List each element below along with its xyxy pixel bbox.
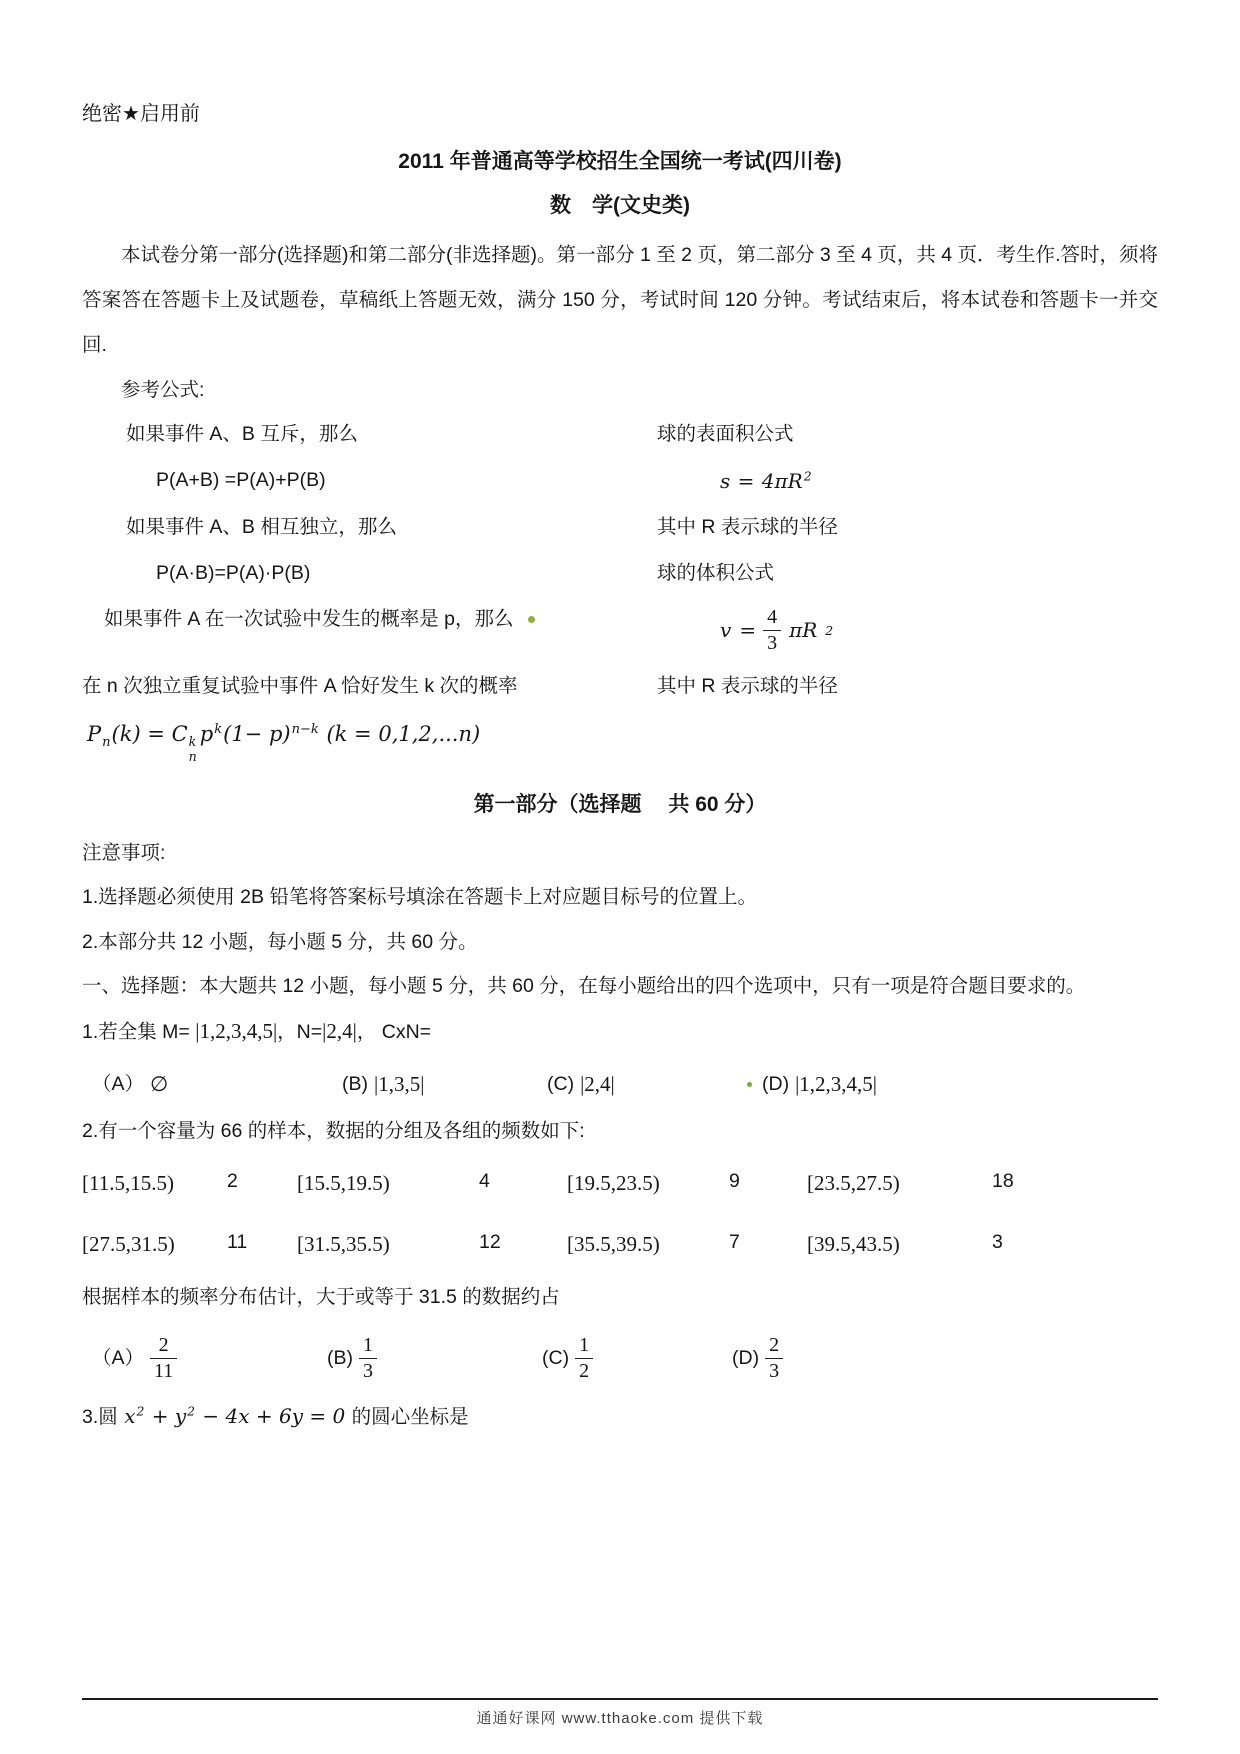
q2-option-a-label: （A）	[92, 1347, 145, 1370]
q2-option-c	[542, 1333, 732, 1384]
interval-cell: [11.5,15.5)	[82, 1171, 174, 1196]
surface-exponent: 2	[803, 468, 812, 484]
note-item-2: 2.本部分共 12 小题，每小题 5 分，共 60 分。	[82, 930, 478, 953]
q2-option-c-label: (C)	[542, 1347, 570, 1370]
volume-exponent: 2	[825, 622, 834, 638]
binomial-C-sub: n	[188, 748, 197, 764]
formula-surface-title: 球的表面积公式	[657, 423, 794, 446]
interval-cell: [23.5,27.5)	[807, 1171, 900, 1196]
fraction-denominator: 3	[765, 1358, 783, 1384]
volume-formula	[657, 597, 1158, 664]
formula-repeat-trial-condition: 在 n 次独立重复试验中事件 A 恰好发生 k 次的概率	[82, 674, 518, 697]
frequency-table-row-2	[82, 1214, 1158, 1275]
binomial-C-sup: k	[188, 734, 197, 750]
fraction-numerator: 2	[769, 1334, 780, 1357]
fraction-numerator: 1	[579, 1334, 590, 1357]
fraction-denominator: 3	[359, 1358, 377, 1384]
q1-option-d	[747, 1060, 1158, 1108]
volume-lhs: v	[720, 617, 732, 642]
binomial-P-sub: n	[102, 734, 111, 750]
binomial-P: P	[87, 721, 102, 746]
q2-option-a	[92, 1333, 327, 1384]
volume-fraction-denominator: 3	[763, 630, 781, 656]
frequency-cell: 7	[729, 1230, 740, 1253]
volume-body: πR	[789, 617, 818, 642]
formula-radius-note-2: 其中 R 表示球的半径	[657, 674, 838, 697]
q1-option-a-label: （A）	[92, 1073, 145, 1096]
q1-set-n: |2,4|	[322, 1019, 357, 1044]
footer-text: 通通好课网 www.tthaoke.com 提供下载	[476, 1710, 764, 1727]
formula-prob-sum: P(A+B) =P(A)+P(B)	[156, 469, 326, 492]
scan-artifact-dot	[747, 1082, 752, 1087]
interval-cell: [15.5,19.5)	[297, 1171, 390, 1196]
fraction-numerator: 1	[363, 1334, 373, 1357]
scan-artifact-dot	[528, 616, 535, 623]
formula-independent-condition: 如果事件 A、B 相互独立，那么	[126, 516, 397, 539]
binomial-domain: (k = 0,1,2,...n)	[326, 721, 481, 746]
frequency-cell: 4	[479, 1170, 490, 1193]
q1-stem-tail: ， CxN=	[356, 1021, 432, 1044]
classification-text: 绝密★启用前	[82, 103, 200, 125]
q2-option-d-fraction	[765, 1333, 783, 1384]
surface-eq: =	[737, 469, 755, 494]
frequency-cell: 2	[227, 1170, 238, 1193]
volume-eq: =	[739, 617, 757, 642]
interval-cell: [19.5,23.5)	[567, 1171, 660, 1196]
single-trial-text: 如果事件 A 在一次试验中发生的概率是 p，那么	[104, 607, 514, 630]
q2-option-d	[732, 1333, 1158, 1384]
q1-option-c-value: |2,4|	[580, 1072, 615, 1097]
exam-title: 2011 年普通高等学校招生全国统一考试(四川卷)	[398, 150, 842, 173]
question-2-followup: 根据样本的频率分布估计，大于或等于 31.5 的数据约占	[82, 1285, 560, 1308]
binomial-paren-sup: n−k	[291, 721, 319, 737]
frequency-cell: 12	[479, 1230, 501, 1253]
formula-radius-note-1: 其中 R 表示球的半径	[657, 516, 838, 539]
binomial-formula	[82, 710, 1158, 765]
exam-subject: 数 学(文史类)	[550, 193, 690, 217]
q3-math-rest: − 4x + 6y = 0	[202, 1404, 346, 1429]
intro-paragraph: 本试卷分第一部分(选择题)和第二部分(非选择题)。第一部分 1 至 2 页，第二部分 3 至 4 页，共 4 页．考生作.答时，须将答案答在答题卡上及试题卷，草稿纸上答题无效，满分 150 分，考试时间 120 分钟。考试结束后，将本试卷和答题卡一并交回.	[82, 244, 1158, 356]
formula-volume-title: 球的体积公式	[657, 562, 775, 584]
q2-option-b-label: (B)	[327, 1347, 353, 1370]
q2-option-b-fraction	[359, 1333, 377, 1384]
q1-option-b-label: (B)	[342, 1073, 368, 1096]
interval-cell: [39.5,43.5)	[807, 1231, 900, 1256]
formula-mutex-condition: 如果事件 A、B 互斥，那么	[126, 423, 358, 446]
q1-stem-pre: 1.若全集 M=	[82, 1021, 196, 1044]
q3-stem-pre: 3.圆	[82, 1406, 124, 1429]
q1-option-a-value: ∅	[150, 1072, 169, 1097]
question-1-options	[82, 1060, 1158, 1108]
interval-cell: [27.5,31.5)	[82, 1231, 175, 1256]
question-2-options	[82, 1323, 1158, 1394]
q3-math-x: x	[124, 1404, 136, 1429]
fraction-denominator: 2	[575, 1358, 593, 1384]
frequency-cell: 3	[992, 1230, 1003, 1253]
q1-option-a	[92, 1060, 342, 1108]
frequency-table-row-1	[82, 1153, 1158, 1214]
q3-exponent-1: 2	[136, 1403, 145, 1419]
q3-stem-post: 的圆心坐标是	[346, 1406, 469, 1429]
q3-exponent-2: 2	[187, 1403, 196, 1419]
volume-fraction	[763, 605, 781, 656]
binomial-mid: (k) = C	[111, 721, 188, 746]
page-footer	[82, 1698, 1158, 1728]
fraction-numerator: 2	[158, 1334, 169, 1357]
formula-prob-product: P(A·B)=P(A)·P(B)	[156, 562, 311, 584]
q1-option-c	[547, 1060, 747, 1108]
part-one-title: 第一部分（选择题 共 60 分）	[473, 793, 767, 817]
q2-option-d-label: (D)	[732, 1347, 760, 1370]
q1-option-b-value: |1,3,5|	[374, 1072, 425, 1097]
interval-cell: [31.5,35.5)	[297, 1231, 390, 1256]
reference-formulas	[82, 412, 1158, 764]
formula-single-trial-condition	[82, 597, 657, 664]
frequency-cell: 9	[729, 1170, 740, 1193]
binomial-paren: (1− p)	[223, 721, 291, 746]
fraction-denominator: 11	[150, 1358, 177, 1384]
binomial-C-scripts	[189, 735, 197, 764]
q1-option-c-label: (C)	[547, 1073, 575, 1096]
question-3-stem	[82, 1394, 1158, 1440]
surface-area-formula	[657, 458, 1158, 505]
note-item-1: 1.选择题必须使用 2B 铅笔将答案标号填涂在答题卡上对应题目标号的位置上。	[82, 886, 757, 909]
section-one-heading: 一、选择题：本大题共 12 小题，每小题 5 分，共 60 分，在每小题给出的四个选项中，只有一项是符合题目要求的。	[82, 974, 1086, 997]
binomial-p2: p	[199, 721, 214, 746]
q2-option-a-fraction	[150, 1333, 177, 1384]
q1-option-d-value: |1,2,3,4,5|	[795, 1072, 877, 1097]
q1-set-m: |1,2,3,4,5|	[195, 1019, 278, 1044]
q1-stem-mid: ，N=	[277, 1021, 323, 1044]
question-1-stem	[82, 1008, 1158, 1056]
binomial-p2-sup: k	[214, 721, 223, 737]
frequency-cell: 11	[227, 1230, 248, 1253]
q1-option-b	[342, 1060, 547, 1108]
reference-formulas-label: 参考公式:	[121, 378, 205, 401]
surface-body: 4πR	[761, 469, 803, 494]
interval-cell: [35.5,39.5)	[567, 1231, 660, 1256]
surface-lhs: s	[720, 469, 731, 494]
q1-option-d-label: (D)	[762, 1073, 790, 1096]
volume-fraction-numerator: 4	[767, 605, 778, 628]
q2-option-c-fraction	[575, 1333, 593, 1384]
notes-label: 注意事项:	[82, 841, 166, 864]
question-2-stem: 2.有一个容量为 66 的样本，数据的分组及各组的频数如下:	[82, 1119, 585, 1142]
q2-option-b	[327, 1333, 542, 1384]
q3-math-y: + y	[151, 1404, 187, 1429]
frequency-cell: 18	[992, 1170, 1014, 1193]
